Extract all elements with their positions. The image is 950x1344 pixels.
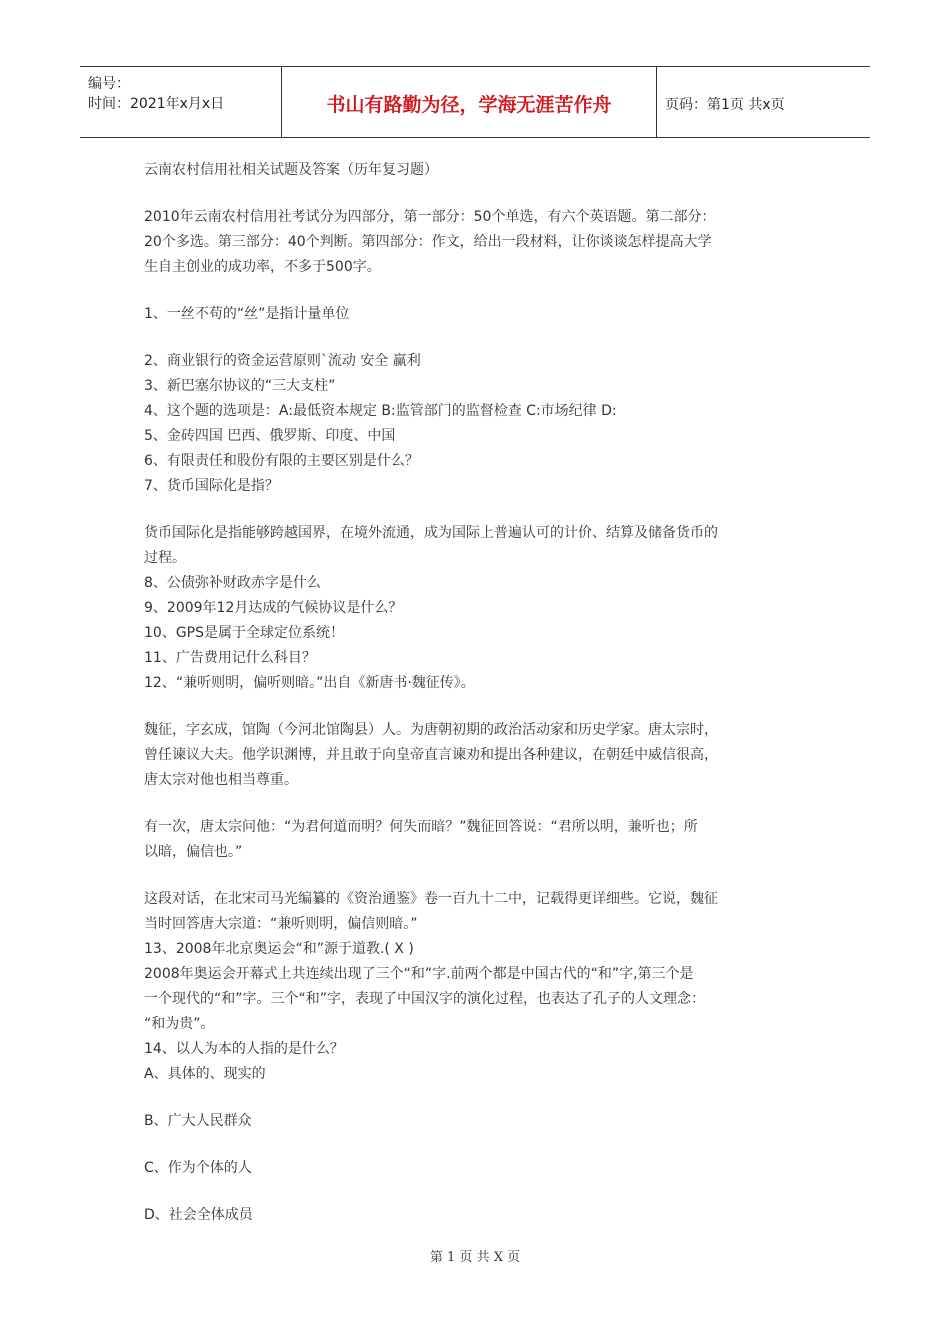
answer-7-line: 过程。 <box>144 550 186 566</box>
question-3: 3、新巴塞尔协议的“三大支柱” <box>144 378 336 394</box>
page-number-label: 页码：第1页 共x页 <box>665 97 785 113</box>
date-label: 时间：2021年x月x日 <box>88 96 225 112</box>
spacer <box>144 865 810 887</box>
spacer <box>144 183 810 205</box>
spacer <box>144 327 810 349</box>
option-a: A、具体的、现实的 <box>144 1066 266 1082</box>
spacer <box>144 280 810 302</box>
spacer <box>144 1087 810 1109</box>
spacer <box>144 1134 810 1156</box>
spacer <box>144 1181 810 1203</box>
answer-13-line: “和为贵”。 <box>144 1016 215 1032</box>
page-header <box>80 66 870 138</box>
option-b: B、广大人民群众 <box>144 1113 252 1129</box>
spacer <box>144 793 810 815</box>
option-d: D、社会全体成员 <box>144 1207 253 1223</box>
paragraph-line: 有一次，唐太宗问他：“为君何道而明？何失而暗？”魏征回答说：“君所以明，兼听也；所 <box>144 819 698 835</box>
paragraph-line: 这段对话，在北宋司马光编纂的《资治通鉴》卷一百九十二中，记载得更详细些。它说，魏征 <box>144 891 718 907</box>
question-8: 8、公债弥补财政赤字是什么 <box>144 575 321 591</box>
question-9: 9、2009年12月达成的气候协议是什么？ <box>144 600 403 616</box>
paragraph-line: 唐太宗对他也相当尊重。 <box>144 772 298 788</box>
answer-7-line: 货币国际化是指能够跨越国界，在境外流通，成为国际上普遍认可的计价、结算及储备货币的 <box>144 525 718 541</box>
document-body <box>144 158 810 1228</box>
question-1: 1、一丝不苟的“丝”是指计量单位 <box>144 306 350 322</box>
question-7: 7、货币国际化是指？ <box>144 478 279 494</box>
question-2: 2、商业银行的资金运营原则`流动 安全 赢利 <box>144 353 421 369</box>
paragraph-line: 以暗，偏信也。” <box>144 844 243 860</box>
paragraph-line: 曾任谏议大夫。他学识渊博，并且敢于向皇帝直言谏劝和提出各种建议，在朝廷中威信很高， <box>144 747 718 763</box>
paragraph-line: 魏征，字玄成，馆陶（今河北馆陶县）人。为唐朝初期的政治活动家和历史学家。唐太宗时， <box>144 722 718 738</box>
question-10: 10、GPS是属于全球定位系统！ <box>144 625 344 641</box>
question-14: 14、以人为本的人指的是什么？ <box>144 1041 344 1057</box>
question-6: 6、有限责任和股份有限的主要区别是什么？ <box>144 453 419 469</box>
question-5: 5、金砖四国 巴西、俄罗斯、印度、中国 <box>144 428 396 444</box>
question-13: 13、2008年北京奥运会“和”源于道教.( X ) <box>144 941 414 957</box>
motto-text: 书山有路勤为径，学海无涯苦作舟 <box>326 94 612 116</box>
intro-line: 2010年云南农村信用社考试分为四部分，第一部分：50个单选，有六个英语题。第二部分： <box>144 209 716 225</box>
question-11: 11、广告费用记什么科目？ <box>144 650 316 666</box>
option-c: C、作为个体的人 <box>144 1160 252 1176</box>
serial-label: 编号： <box>88 76 130 92</box>
header-right-cell <box>657 67 870 137</box>
spacer <box>144 696 810 718</box>
question-4: 4、这个题的选项是：A:最低资本规定 B:监管部门的监督检查 C:市场纪律 D: <box>144 403 617 419</box>
spacer <box>144 499 810 521</box>
answer-13-line: 一个现代的“和”字。三个“和”字，表现了中国汉字的演化过程，也表达了孔子的人文理念： <box>144 991 706 1007</box>
intro-line: 生自主创业的成功率，不多于500字。 <box>144 259 381 275</box>
header-left-cell <box>80 67 282 137</box>
question-12: 12、“兼听则明，偏听则暗。”出自《新唐书·魏征传》。 <box>144 675 475 691</box>
intro-line: 20个多选。第三部分：40个判断。第四部分：作文，给出一段材料，让你谈谈怎样提高大学 <box>144 234 712 250</box>
header-motto-cell <box>282 67 657 137</box>
page-footer: 第 1 页 共 X 页 <box>429 1250 521 1265</box>
paragraph-line: 当时回答唐大宗道：“兼听则明，偏信则暗。” <box>144 916 418 932</box>
document-title: 云南农村信用社相关试题及答案（历年复习题） <box>144 162 438 178</box>
answer-13-line: 2008年奥运会开幕式上共连续出现了三个“和”字.前两个都是中国古代的“和”字,第三个是 <box>144 966 694 982</box>
